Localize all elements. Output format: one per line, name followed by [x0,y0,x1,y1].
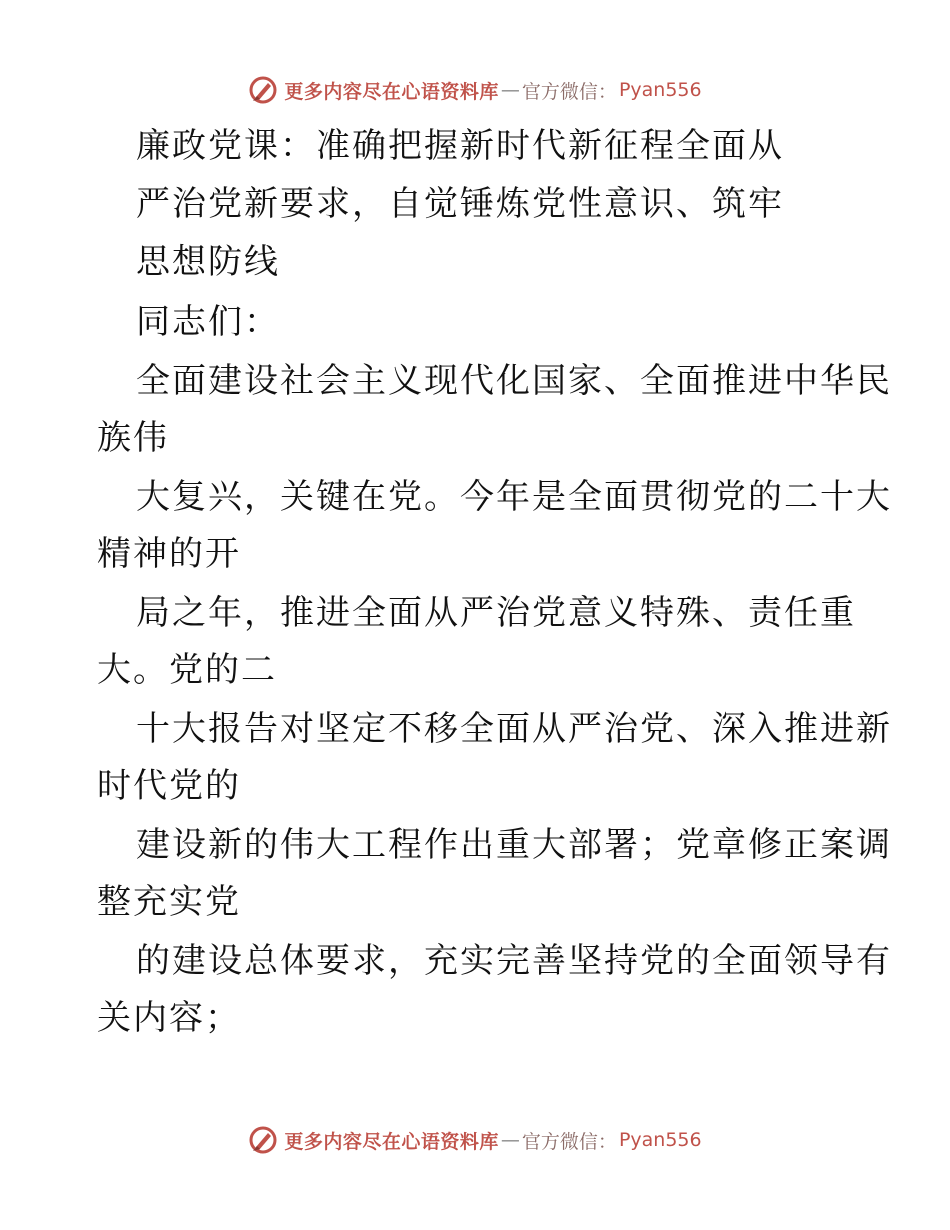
footer-banner [0,1120,950,1160]
title-line-2: 严治党新要求，自觉锤炼党性意识、筑牢 [136,184,784,224]
body-line: 的建设总体要求，充实完善坚持党的全面领导有 [136,941,892,981]
banner-title: 更多内容尽在心语资料库 [284,80,499,103]
banner-contact-label: 官方微信： [521,80,617,103]
body-line: 十大报告对坚定不移全面从严治党、深入推进新 [136,709,892,749]
header-banner [0,70,950,110]
banner-separator: — [500,79,520,101]
salutation: 同志们： [136,302,280,342]
brush-logo-icon [248,1125,278,1155]
title-line-1: 廉政党课：准确把握新时代新征程全面从 [136,126,784,166]
body-line: 时代党的 [97,766,241,806]
banner-separator: — [500,1129,520,1151]
body-line: 大。党的二 [97,650,277,690]
banner-title: 更多内容尽在心语资料库 [284,1130,499,1153]
title-line-3: 思想防线 [136,242,280,282]
banner-contact-label: 官方微信： [521,1130,617,1153]
banner-contact-id: Pyan556 [618,1129,702,1151]
body-line: 大复兴，关键在党。今年是全面贯彻党的二十大 [136,477,892,517]
brush-logo-icon [248,75,278,105]
body-line: 全面建设社会主义现代化国家、全面推进中华民 [136,361,892,401]
banner-contact-id: Pyan556 [618,79,702,101]
body-line: 精神的开 [97,534,241,574]
body-line: 族伟 [97,418,169,458]
body-line: 关内容； [97,998,241,1038]
body-line: 建设新的伟大工程作出重大部署；党章修正案调 [136,825,892,865]
body-line: 局之年，推进全面从严治党意义特殊、责任重 [136,593,856,633]
body-line: 整充实党 [97,882,241,922]
